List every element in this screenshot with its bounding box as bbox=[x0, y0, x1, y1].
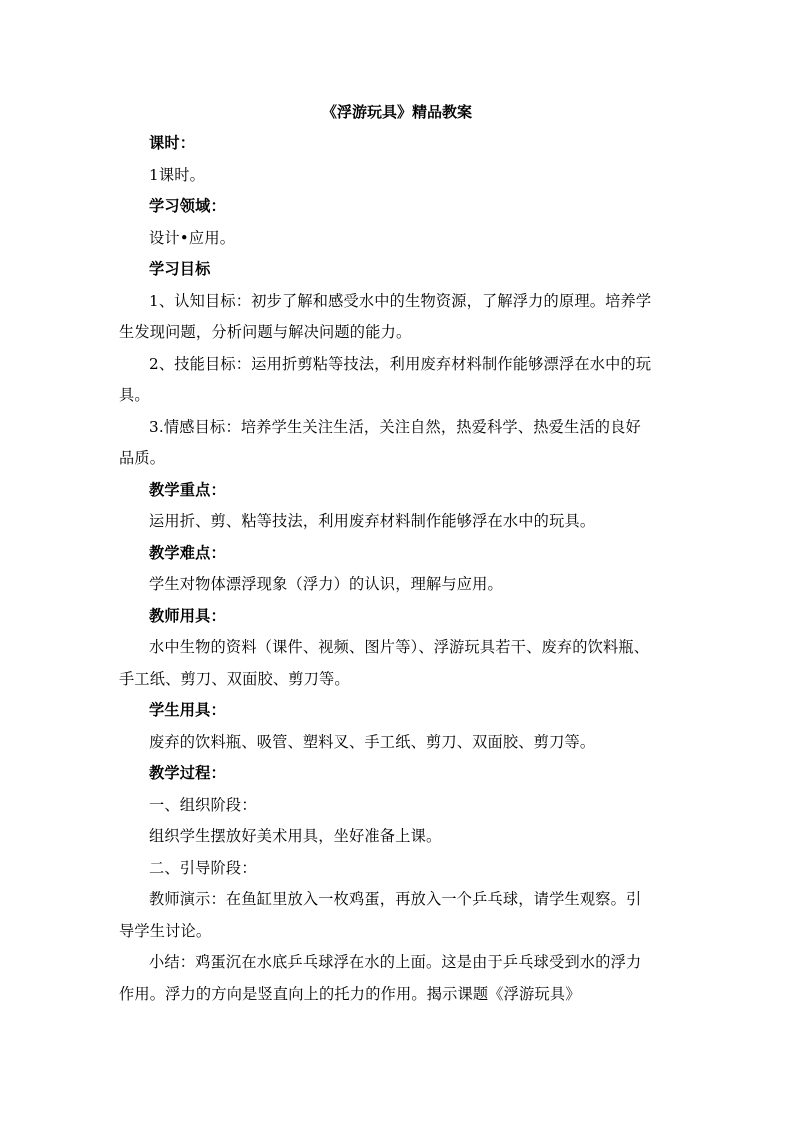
heading-class-hours: 课时： bbox=[149, 134, 196, 152]
text-difficulties: 学生对物体漂浮现象（浮力）的认识，理解与应用。 bbox=[149, 575, 503, 593]
paragraph-teacher-demo: 教师演示：在鱼缸里放入一枚鸡蛋，再放入一个乒乓球，请学生观察。引 导学生讨论。 bbox=[119, 890, 642, 940]
text-stage-one: 一、组织阶段： bbox=[149, 795, 257, 814]
heading-learning-goals: 学习目标 bbox=[149, 260, 211, 278]
text-key-points: 运用折、剪、粘等技法，利用废弃材料制作能够浮在水中的玩具。 bbox=[149, 512, 596, 530]
heading-learning-area: 学习领域： bbox=[149, 197, 226, 215]
heading-student-tools: 学生用具： bbox=[149, 701, 226, 719]
heading-difficulties: 教学难点： bbox=[149, 543, 226, 562]
text-stage-two: 二、引导阶段： bbox=[149, 858, 257, 877]
paragraph-cognitive-goal: 1、认知目标：初步了解和感受水中的生物资源，了解浮力的原理。培养学 生发现问题，分析问题与解决问题的能力。 bbox=[119, 291, 652, 341]
document-body bbox=[119, 128, 669, 1010]
text-class-hours: 1课时。 bbox=[149, 165, 206, 184]
heading-key-points: 教学重点： bbox=[149, 480, 226, 499]
paragraph-skill-goal: 2、技能目标：运用折剪粘等技法，利用废弃材料制作能够漂浮在水中的玩 具。 bbox=[119, 354, 652, 404]
text-student-tools: 废弃的饮料瓶、吸管、塑料叉、手工纸、剪刀、双面胶、剪刀等。 bbox=[149, 732, 596, 751]
heading-teaching-process: 教学过程： bbox=[149, 764, 226, 782]
text-learning-area: 设计•应用。 bbox=[149, 228, 236, 247]
text-stage-one-detail: 组织学生摆放好美术用具，坐好准备上课。 bbox=[149, 827, 442, 845]
paragraph-emotion-goal: 3.情感目标：培养学生关注生活，关注自然，热爱科学、热爱生活的良好 品质。 bbox=[119, 417, 641, 467]
paragraph-summary: 小结：鸡蛋沉在水底乒乓球浮在水的上面。这是由于乒乓球受到水的浮力 作用。浮力的方向是竖直向上的托力的作用。揭示课题《浮游玩具》 bbox=[119, 953, 642, 1003]
heading-teacher-tools: 教师用具： bbox=[149, 606, 226, 625]
paragraph-teacher-tools: 水中生物的资料（课件、视频、图片等）、浮游玩具若干、废弃的饮料瓶、 手工纸、剪刀、双面胶、剪刀等。 bbox=[119, 638, 650, 688]
document-title: 《浮游玩具》精品教案 bbox=[321, 103, 472, 121]
